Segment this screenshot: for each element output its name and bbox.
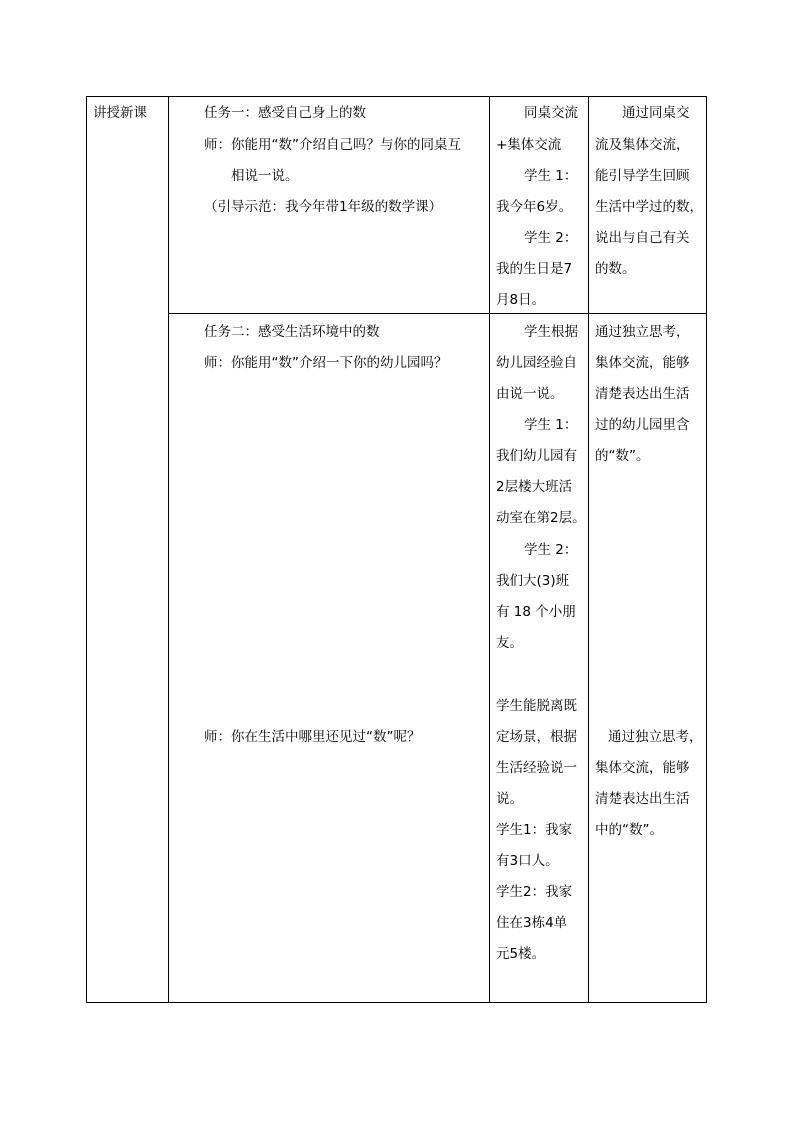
section-label: 讲授新课 xyxy=(93,105,147,121)
task3-teacher-question: 师：你在生活中哪里还见过“数”呢？ xyxy=(204,729,421,745)
task1-guide: （引导示范：我今年带1年级的数学课） xyxy=(204,199,443,215)
task1-student-line: 同桌交流 xyxy=(524,105,578,121)
task1-intent-line: 流及集体交流， xyxy=(595,137,690,153)
row-divider xyxy=(169,313,707,314)
task3-student-line: 学生1：我家 xyxy=(496,822,573,838)
column-divider-1 xyxy=(168,96,169,1003)
task3-intent-line: 通过独立思考， xyxy=(608,729,703,745)
task2-student-line: 我们幼儿园有 xyxy=(496,448,577,464)
task1-intent-line: 能引导学生回顾 xyxy=(595,168,690,184)
task1-student-line: 我今年6岁。 xyxy=(496,199,573,215)
task3-student-line: 学生2：我家 xyxy=(496,884,573,900)
task3-student-line: 学生能脱离既 xyxy=(496,698,577,714)
task1-intent-line: 生活中学过的数， xyxy=(595,199,703,215)
task3-student-line: 元5楼。 xyxy=(496,946,546,962)
task3-intent-line: 集体交流，能够 xyxy=(595,760,690,776)
task2-title: 任务二：感受生活环境中的数 xyxy=(204,324,380,340)
task1-student-line: 月8日。 xyxy=(496,292,546,308)
table-left-border xyxy=(86,96,87,1003)
task2-student-line: 由说一说。 xyxy=(496,386,564,402)
task2-intent-line: 集体交流，能够 xyxy=(595,355,690,371)
task2-student-line: 我们大(3)班 xyxy=(496,573,570,589)
task1-intent-line: 通过同桌交 xyxy=(622,105,690,121)
task2-intent-line: 清楚表达出生活 xyxy=(595,386,690,402)
task2-teacher-question: 师：你能用“数”介绍一下你的幼儿园吗？ xyxy=(204,355,448,371)
table-top-border xyxy=(86,96,707,97)
task2-student-line: 学生 1： xyxy=(524,417,578,433)
task1-student-line: +集体交流 xyxy=(496,137,562,153)
task2-student-line: 友。 xyxy=(496,635,523,651)
task3-student-line: 住在3栋4单 xyxy=(496,915,568,931)
task2-intent-line: 的“数”。 xyxy=(595,448,650,464)
task3-intent-line: 中的“数”。 xyxy=(595,822,663,838)
column-divider-2 xyxy=(489,96,490,1003)
task1-student-line: 学生 2： xyxy=(524,230,578,246)
task2-student-line: 2层楼大班活 xyxy=(496,479,573,495)
table-bottom-border xyxy=(86,1002,707,1003)
task2-student-line: 学生根据 xyxy=(524,324,578,340)
task3-student-line: 定场景，根据 xyxy=(496,729,577,745)
task3-student-line: 有3口人。 xyxy=(496,853,559,869)
task2-intent-line: 过的幼儿园里含 xyxy=(595,417,690,433)
task3-intent-line: 清楚表达出生活 xyxy=(595,791,690,807)
task1-student-line: 我的生日是7 xyxy=(496,261,573,277)
task1-intent-line: 说出与自己有关 xyxy=(595,230,690,246)
table-right-border xyxy=(706,96,707,1003)
task1-teacher-question-cont: 相说一说。 xyxy=(231,168,299,184)
task3-student-line: 生活经验说一 xyxy=(496,760,577,776)
task3-student-line: 说。 xyxy=(496,791,523,807)
task2-student-line: 学生 2： xyxy=(524,542,578,558)
task2-student-line: 幼儿园经验自 xyxy=(496,355,577,371)
task1-student-line: 学生 1： xyxy=(524,168,578,184)
task2-student-line: 动室在第2层。 xyxy=(496,510,586,526)
task2-intent-line: 通过独立思考， xyxy=(595,324,690,340)
task1-teacher-question: 师：你能用“数”介绍自己吗？与你的同桌互 xyxy=(204,137,461,153)
task1-title: 任务一：感受自己身上的数 xyxy=(204,105,366,121)
task2-student-line: 有 18 个小朋 xyxy=(496,604,576,620)
column-divider-3 xyxy=(588,96,589,1003)
task1-intent-line: 的数。 xyxy=(595,261,636,277)
